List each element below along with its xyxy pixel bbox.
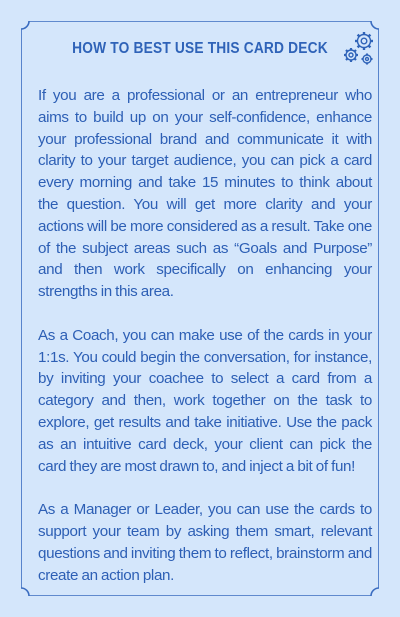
page-title: HOW TO BEST USE THIS CARD DECK [72,40,328,57]
gears-icon [337,27,381,71]
paragraph-coach: As a Coach, you can make use of the cards in your 1:1s. You could begin the conversation, for instance, by inviting your coachee to select a card from a category and then, work together on the task to explore, get results and take initiative. Use the pack as an intuitive card deck, your client can pick the card they are most drawn to, and inject a bit of fun! [38,326,372,475]
card-frame [21,21,379,596]
body-text [38,85,372,608]
paragraph-professional: If you are a professional or an entrepreneur who aims to build up on your self-confidence, enhance your professional brand and communicate it with clarity to your target audience, you can pick a card every morning and take 15 minutes to think about the question. You will get more clarity and your actions will be more considered as a result. Take one of the subject areas such as “Goals and Purpose” and then work specifically on enhancing your strengths in this area. [38,87,372,301]
paragraph-manager: As a Manager or Leader, you can use the cards to support your team by asking them smart, relevant questions and inviting them to reflect, brainstorm and create an action plan. [38,501,372,584]
